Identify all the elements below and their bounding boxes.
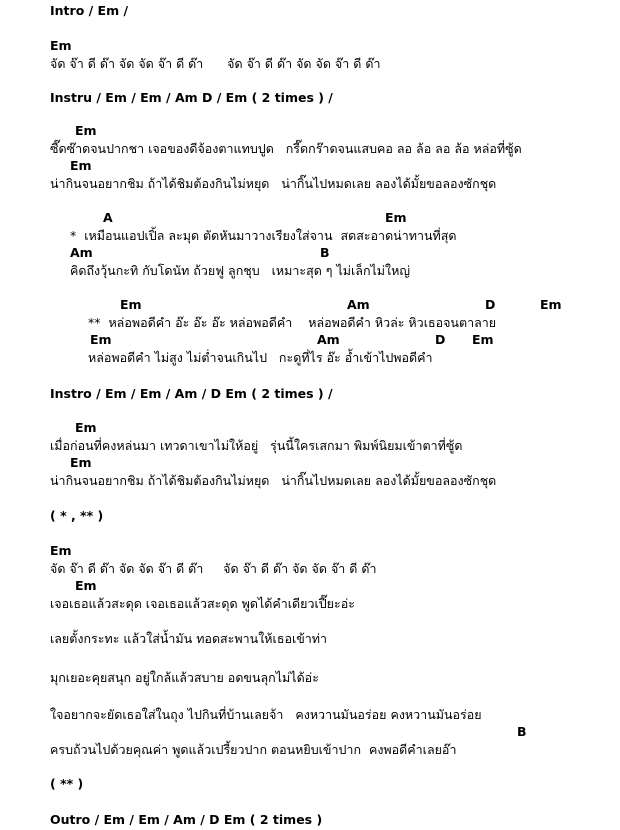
chord-label: Em [70, 158, 92, 173]
chord-label: Am [347, 297, 370, 312]
lyric-line: จัด จ๊า ดี ด๊า จัด จัด จ๊า ดี ด๊า จัด จ๊า ดี ด๊า จัด จัด จ๊า ดี ด๊า [50, 561, 377, 576]
section-header-instro: Instro / Em / Em / Am / D Em ( 2 times ) / [50, 386, 333, 401]
chord-label: Em [75, 578, 97, 593]
lyric-line: หล่อพอดีคำ ไม่สูง ไม่ต่ำจนเกินไป กะดูที่ไร อ๊ะ อ้ำเข้าไปพอดีคำ [88, 350, 433, 365]
repeat-marker: ( * , ** ) [50, 508, 104, 523]
chord-label: Em [540, 297, 562, 312]
lyric-line: ซี๊ดซ๊าดจนปากชา เจอของดีจ้องตาแทบปูด กรี๊ดกร๊าดจนแสบคอ ลอ ล้อ ลอ ล้อ หล่อที่ซู้ด [50, 141, 522, 156]
chord-label: D [435, 332, 446, 347]
lyric-line-chorus-b: ** หล่อพอดีคำ อ๊ะ อ๊ะ อ๊ะ หล่อพอดีคำ หล่อพอดีคำ หิวล่ะ หิวเธอจนตาลาย [88, 315, 497, 330]
lyric-line: น่ากินจนอยากชิม ถ้าได้ชิมต้องกินไม่หยุด น่ากิ๊นไปหมดเลย ลองได้มั้ยขอลองซักชุด [50, 473, 497, 488]
lyric-line: มุกเยอะคุยสนุก อยู่ใกล้แล้วสบาย อดขนลุกไม่ได้อ่ะ [50, 670, 319, 685]
lyric-line: เมื่อก่อนที่คงหล่นมา เทวดาเขาไม่ให้อยู่ รุ่นนี้ใครเสกมา พิมพ์นิยมเข้าตาที่ซู้ด [50, 438, 463, 453]
chord-label: Am [317, 332, 340, 347]
chord-label: Em [90, 332, 112, 347]
lyric-line: ใจอยากจะยัดเธอใส่ในถุง ไปกินที่บ้านเลยจ้า คงหวานมันอร่อย คงหวานมันอร่อย [50, 707, 482, 722]
chord-label: Em [50, 38, 72, 53]
chord-label: Em [120, 297, 142, 312]
chord-label: Em [75, 123, 97, 138]
lyric-line: เลยตั้งกระทะ แล้วใส่น้ำมัน ทอดสะพานให้เธอเข้าท่า [50, 631, 328, 646]
chord-label: B [320, 245, 330, 260]
lyric-line: คิดถึงวุ้นกะทิ กับโดนัท ถ้วยฟู ลูกชุบ เหมาะสุด ๆ ไม่เล็กไม่ใหญ่ [70, 263, 411, 278]
lyric-line: เจอเธอแล้วสะดุด เจอเธอแล้วสะดุด พูดได้คำเดียวเปี๊ยะอ่ะ [50, 596, 355, 611]
chord-label: Am [70, 245, 93, 260]
chord-label: Em [75, 420, 97, 435]
chord-label: Em [472, 332, 494, 347]
section-header-intro: Intro / Em / [50, 3, 129, 18]
section-header-outro: Outro / Em / Em / Am / D Em ( 2 times ) [50, 812, 323, 827]
repeat-marker: ( ** ) [50, 776, 84, 791]
chord-label: Em [50, 543, 72, 558]
chord-label: Em [70, 455, 92, 470]
chord-label: D [485, 297, 496, 312]
lyric-line: ครบถ้วนไปด้วยคุณค่า พูดแล้วเปรี้ยวปาก ตอนหยิบเข้าปาก คงพอดีคำเลยอ๊า [50, 742, 457, 757]
lyric-line: จัด จ๊า ดี ด๊า จัด จัด จ๊า ดี ด๊า จัด จ๊า ดี ด๊า จัด จัด จ๊า ดี ด๊า [50, 56, 381, 71]
lyric-line-chorus-a: * เหมือนแอปเปิ้ล ละมุด ตัดหันมาวางเรียงใส่จาน สดสะอาดน่าทานที่สุด [70, 228, 457, 243]
section-header-instru: Instru / Em / Em / Am D / Em ( 2 times ) / [50, 90, 333, 105]
lyric-line: น่ากินจนอยากชิม ถ้าได้ชิมต้องกินไม่หยุด น่ากิ๊นไปหมดเลย ลองได้มั้ยขอลองซักชุด [50, 176, 497, 191]
chord-label: B [517, 724, 527, 739]
chord-label: A [103, 210, 113, 225]
chord-label: Em [385, 210, 407, 225]
